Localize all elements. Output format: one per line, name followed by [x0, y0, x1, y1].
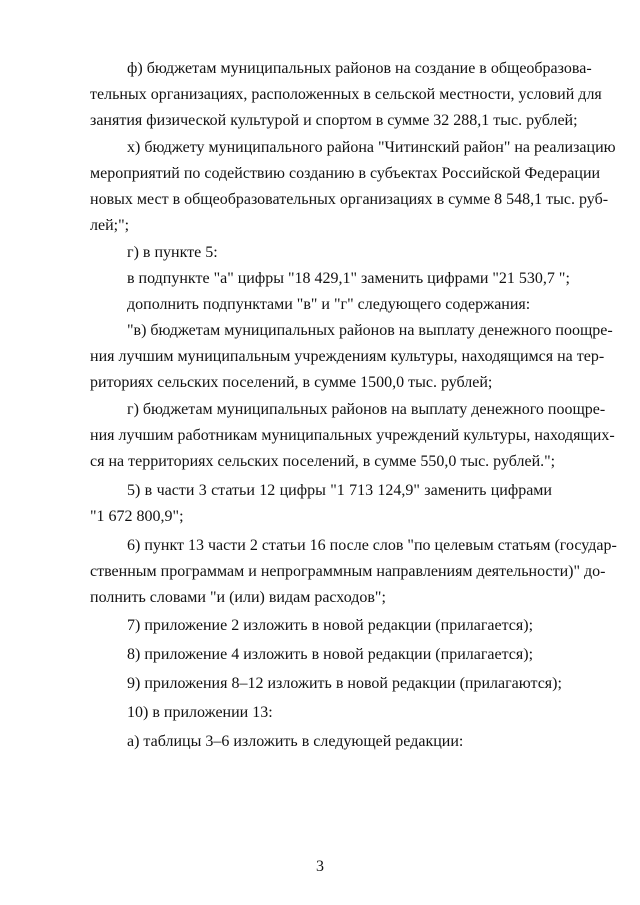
text-line-8: г) в пункте 5: [127, 244, 218, 261]
text-line-1: ф) бюджетам муниципальных районов на создание в общеобразова- [127, 60, 592, 77]
text-line-17: 5) в части 3 статьи 12 цифры "1 713 124,9" заменить цифрами [127, 482, 552, 499]
text-line-21: полнить словами "и (или) видам расходов"; [90, 589, 386, 606]
text-line-22: 7) приложение 2 изложить в новой редакции (прилагается); [127, 617, 534, 634]
text-line-4: х) бюджету муниципального района "Читинский район" на реализацию [127, 139, 616, 156]
page-number: 3 [316, 858, 324, 875]
text-line-13: риториях сельских поселений, в сумме 1500,0 тыс. рублей; [90, 374, 493, 391]
text-line-12: ния лучшим муниципальным учреждениям культуры, находящимся на тер- [90, 348, 605, 365]
text-line-26: а) таблицы 3–6 изложить в следующей редакции: [127, 733, 464, 750]
text-line-14: г) бюджетам муниципальных районов на выплату денежного поощре- [127, 401, 606, 418]
text-line-19: 6) пункт 13 части 2 статьи 16 после слов "по целевым статьям (государ- [127, 537, 617, 554]
text-line-15: ния лучшим работникам муниципальных учреждений культуры, находящих- [90, 427, 615, 444]
text-line-3: занятия физической культурой и спортом в сумме 32 288,1 тыс. рублей; [90, 112, 578, 129]
text-line-24: 9) приложения 8–12 изложить в новой редакции (прилагаются); [127, 675, 562, 692]
text-line-2: тельных организациях, расположенных в сельской местности, условий для [90, 86, 602, 103]
text-line-23: 8) приложение 4 изложить в новой редакции (прилагается); [127, 646, 534, 663]
text-line-18: "1 672 800,9"; [90, 508, 184, 525]
text-line-6: новых мест в общеобразовательных организациях в сумме 8 548,1 тыс. руб- [90, 191, 609, 208]
text-line-25: 10) в приложении 13: [127, 704, 273, 721]
text-line-9: в подпункте "а" цифры "18 429,1" заменить цифрами "21 530,7 "; [127, 270, 570, 287]
text-line-20: ственным программам и непрограммным направлениям деятельности)" до- [90, 563, 606, 580]
text-line-10: дополнить подпунктами "в" и "г" следующего содержания: [127, 296, 531, 313]
text-line-11: "в) бюджетам муниципальных районов на выплату денежного поощре- [127, 322, 613, 339]
text-line-16: ся на территориях сельских поселений, в сумме 550,0 тыс. рублей."; [90, 453, 556, 470]
text-line-5: мероприятий по содействию созданию в субъектах Российской Федерации [90, 165, 601, 182]
text-line-7: лей;"; [90, 217, 130, 234]
